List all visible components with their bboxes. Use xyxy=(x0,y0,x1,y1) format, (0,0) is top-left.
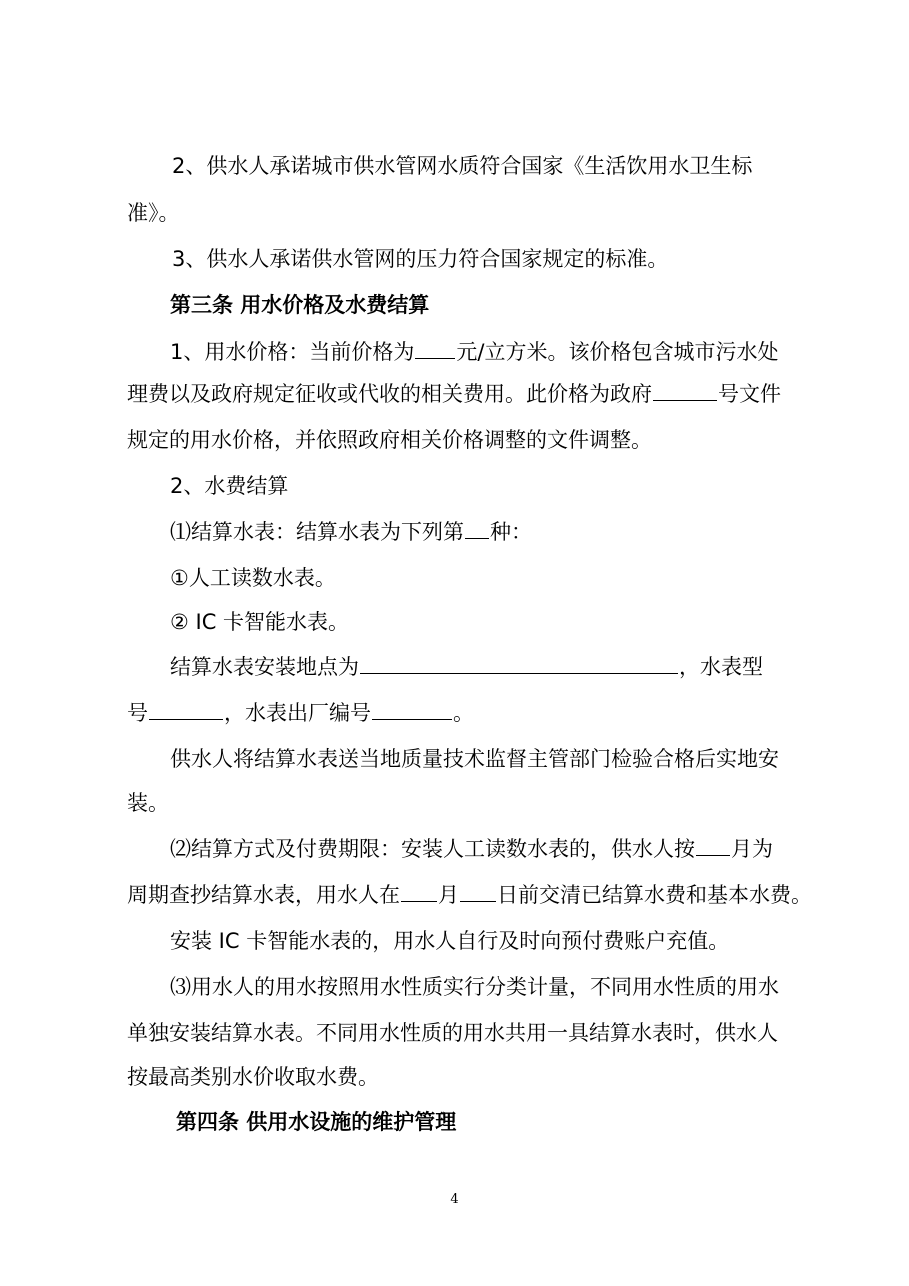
text-span: 安装 IC 卡智能水表的，用水人自行及时向预付费账户充值。 xyxy=(170,929,730,953)
text-span: 号文件 xyxy=(718,382,781,406)
text-span: 供水人将结算水表送当地质量技术监督主管部门检验合格后实地安 xyxy=(170,747,779,771)
text-span: 按最高类别水价收取水费。 xyxy=(127,1065,379,1089)
blank-period-months[interactable] xyxy=(696,835,730,856)
text-span: ，水表出厂编号 xyxy=(224,701,371,725)
paragraph-line xyxy=(127,881,909,909)
paragraph-line xyxy=(172,245,909,273)
text-span: 种： xyxy=(490,520,532,544)
heading-text: 第三条 用水价格及水费结算 xyxy=(170,293,430,317)
text-span: 号 xyxy=(127,701,148,725)
text-span: ，水表型 xyxy=(679,655,763,679)
paragraph-line xyxy=(170,745,909,773)
blank-meter-type[interactable] xyxy=(465,518,489,539)
text-span: 月 xyxy=(438,883,459,907)
paragraph-line xyxy=(127,426,909,454)
paragraph-line xyxy=(172,152,802,180)
text-span: ⑶用水人的用水按照用水性质实行分类计量，不同用水性质的用水 xyxy=(170,975,779,999)
text-span: ② IC 卡智能水表。 xyxy=(170,610,350,634)
text-span: 1、用水价格：当前价格为 xyxy=(170,340,415,364)
text-span: 理费以及政府规定征收或代收的相关费用。此价格为政府 xyxy=(127,382,652,406)
blank-serial-number[interactable] xyxy=(372,699,452,720)
text-span: ⑴结算水表：结算水表为下列第 xyxy=(170,520,464,544)
blank-install-location[interactable] xyxy=(360,653,678,674)
text-span: 准》。 xyxy=(127,201,180,225)
text-span: 周期查抄结算水表，用水人在 xyxy=(127,883,400,907)
paragraph-line xyxy=(127,699,909,727)
blank-payment-month[interactable] xyxy=(401,881,437,902)
paragraph-line xyxy=(170,472,909,500)
text-span: ①人工读数水表。 xyxy=(170,566,336,590)
blank-document-number[interactable] xyxy=(653,380,717,401)
text-span: 结算水表安装地点为 xyxy=(170,655,359,679)
blank-meter-model[interactable] xyxy=(149,699,223,720)
text-span: ⑵结算方式及付费期限：安装人工读数水表的，供水人按 xyxy=(170,837,695,861)
text-span: 单独安装结算水表。不同用水性质的用水共用一具结算水表时，供水人 xyxy=(127,1021,778,1045)
article-heading-3 xyxy=(170,291,909,319)
text-span: 。 xyxy=(453,701,474,725)
paragraph-line xyxy=(127,380,909,408)
text-span: 元/立方米。该价格包含城市污水处 xyxy=(456,340,779,364)
text-span: 2、水费结算 xyxy=(170,474,289,498)
paragraph-line xyxy=(170,518,909,546)
article-heading-4 xyxy=(176,1108,909,1136)
text-span: 日前交清已结算水费和基本水费。 xyxy=(497,883,812,907)
blank-payment-day[interactable] xyxy=(460,881,496,902)
page-number: 4 xyxy=(450,1192,459,1207)
paragraph-line xyxy=(170,653,909,681)
paragraph-line xyxy=(127,1019,909,1047)
paragraph-line xyxy=(170,927,909,955)
paragraph-line xyxy=(127,199,909,227)
text-span: 月为 xyxy=(731,837,773,861)
paragraph-line xyxy=(127,1063,909,1091)
heading-text: 第四条 供用水设施的维护管理 xyxy=(176,1110,457,1134)
blank-price[interactable] xyxy=(415,338,455,359)
paragraph-line xyxy=(170,973,909,1001)
paragraph-line xyxy=(127,789,909,817)
text-span: 规定的用水价格，并依照政府相关价格调整的文件调整。 xyxy=(127,428,652,452)
text-span: 3、供水人承诺供水管网的压力符合国家规定的标准。 xyxy=(172,247,669,271)
paragraph-line xyxy=(170,338,909,366)
text-span: 2、供水人承诺城市供水管网水质符合国家《生活饮用水卫生标 xyxy=(172,154,753,178)
paragraph-line xyxy=(170,608,909,636)
paragraph-line xyxy=(170,835,909,863)
text-span: 装。 xyxy=(127,791,169,815)
paragraph-line xyxy=(170,564,909,592)
